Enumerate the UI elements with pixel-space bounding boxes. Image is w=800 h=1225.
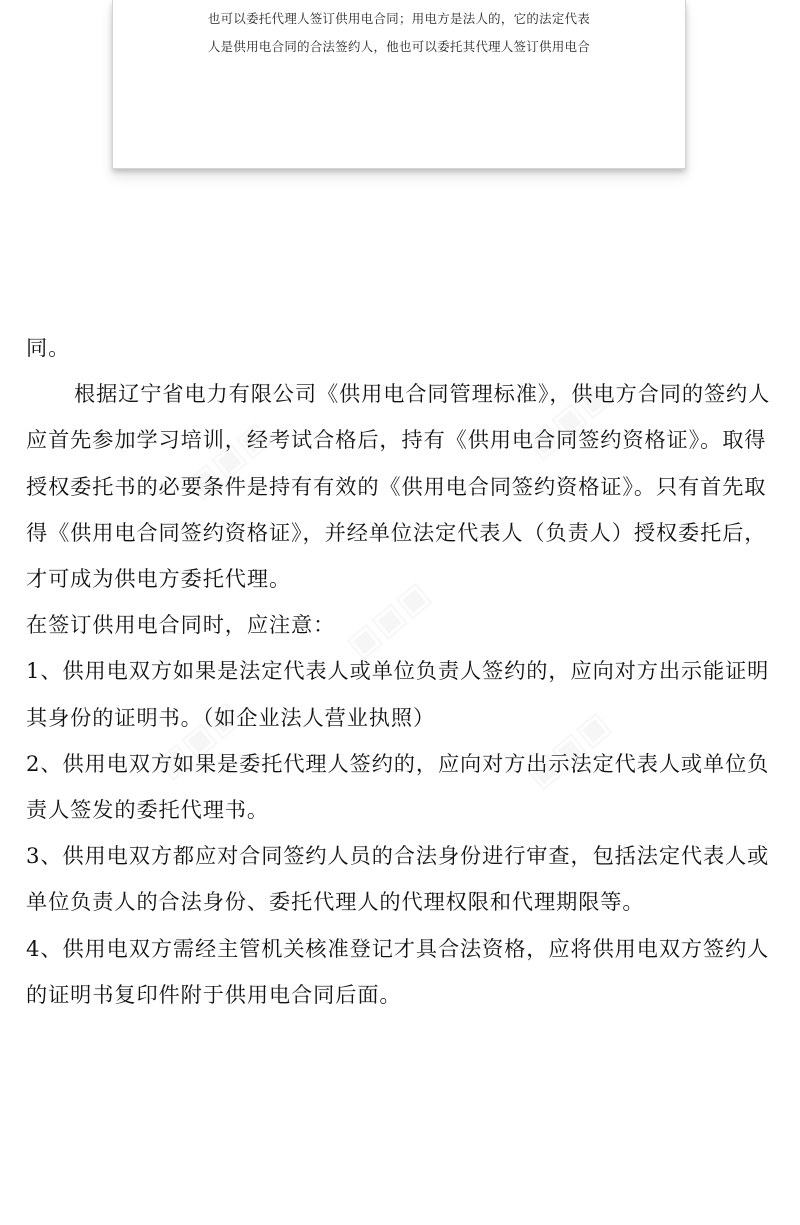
preview-text-line: 人是供用电合同的合法签约人，他也可以委托其代理人签订供用电合 (207, 39, 591, 54)
paragraph: 在签订供用电合同时，应注意： (26, 612, 336, 638)
preview-text-line: 也可以委托代理人签订供用电合同；用电方是法人的，它的法定代表 (207, 11, 591, 26)
list-item: 2、供用电双方如果是委托代理人签约的，应向对方出示法定代表人或单位负责人签发的委托代理书。 (26, 750, 770, 823)
list-item: 3、供用电双方都应对合同签约人员的合法身份进行审查，包括法定代表人或单位负责人的合法身份、委托代理人的代理权限和代理期限等。 (26, 843, 770, 915)
list-item: 4、供用电双方需经主管机关核准登记才具合法资格，应将供用电双方签约人的证明书复印件附于供用电合同后面。 (26, 935, 770, 1007)
preview-page-card (112, 0, 686, 169)
paragraph: 根据辽宁省电力有限公司《供用电合同管理标准》，供电方合同的签约人应首先参加学习培训，经考试合格后，持有《供用电合同签约资格证》。取得授权委托书的必要条件是持有有效的《供用电合同签约资格证》。只有首先取得《供用电合同签约资格证》，并经单位法定代表人（负责人）授权委托后，才可成为供电方委托代理。 (26, 381, 771, 592)
document-body (26, 325, 778, 1018)
list-item: 1、供用电双方如果是法定代表人或单位负责人签约的，应向对方出示能证明其身份的证明书。（如企业法人营业执照） (26, 658, 770, 730)
paragraph: 同。 (26, 335, 71, 360)
